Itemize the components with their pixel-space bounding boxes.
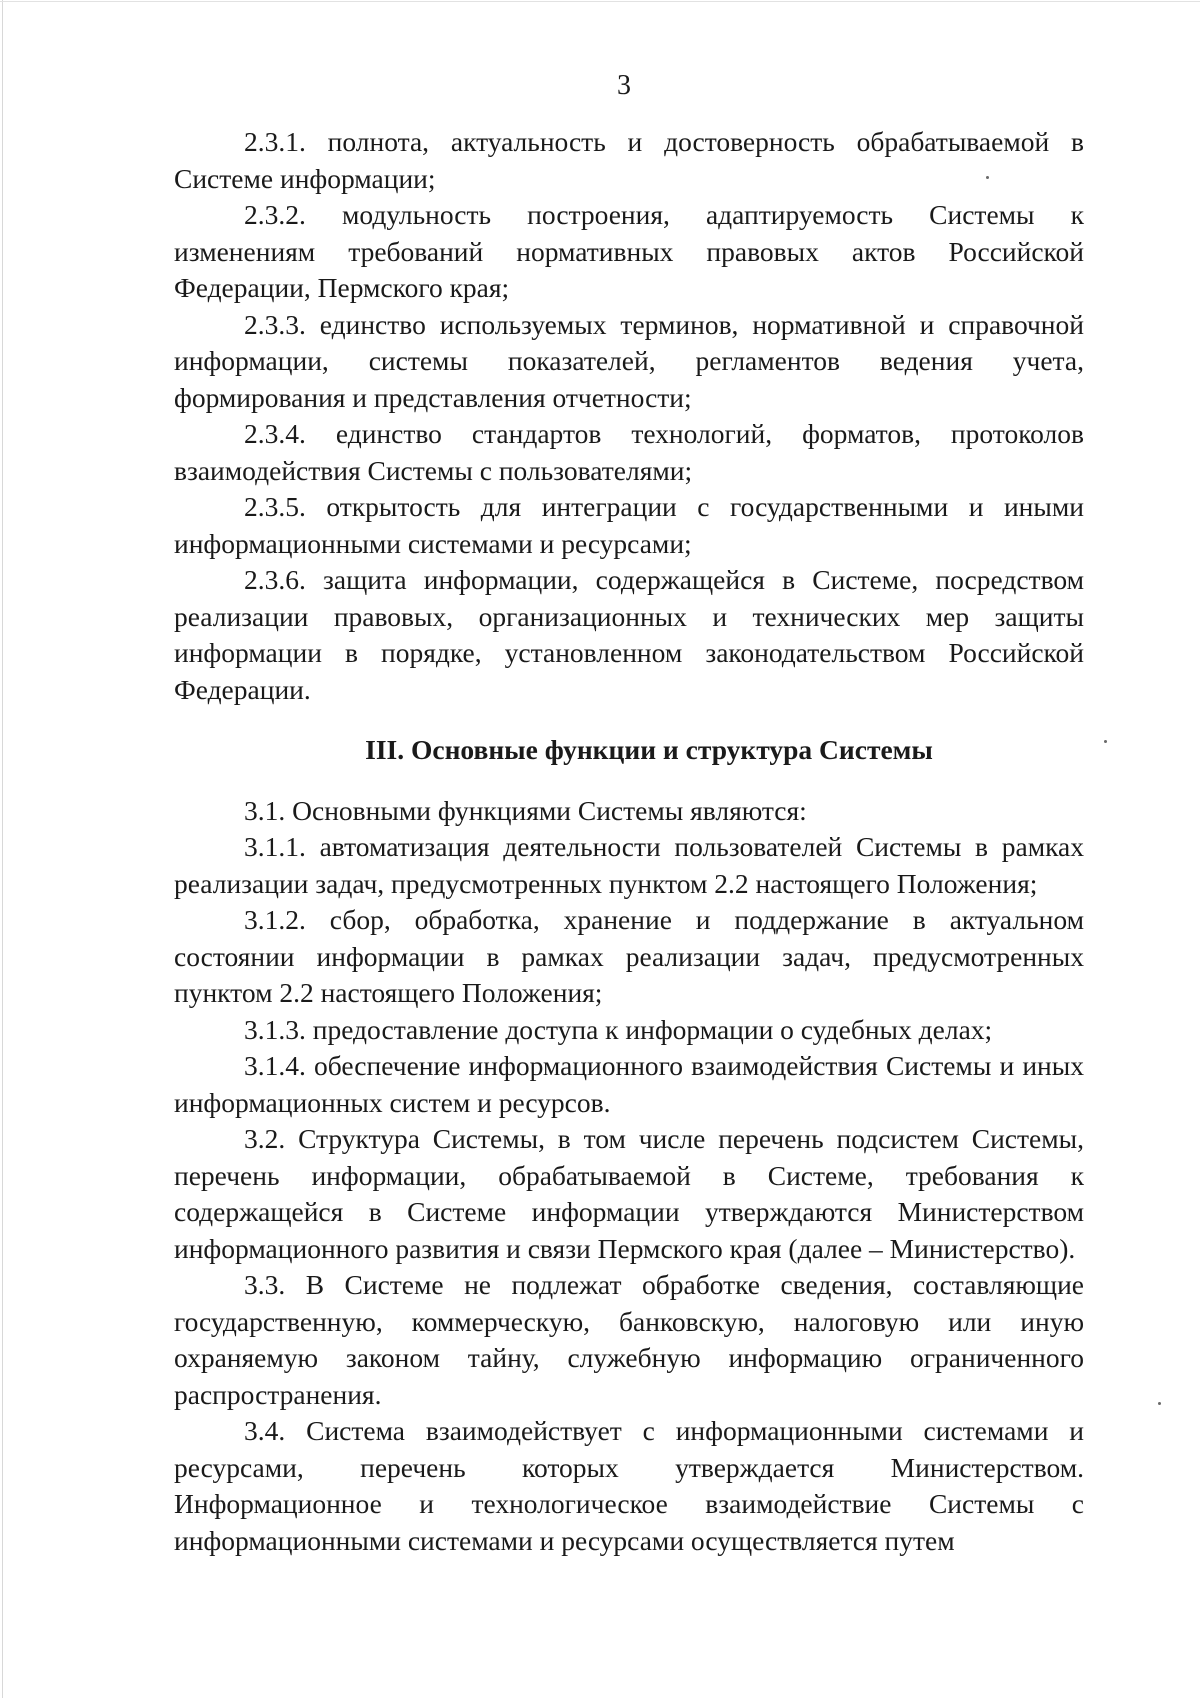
paragraph-3-1-1: 3.1.1. автоматизация деятельности пользователей Системы в рамках реализации задач, предусмотренных пунктом 2.2 настоящего Положения; bbox=[174, 831, 1084, 899]
paragraph-3-1: 3.1. Основными функциями Системы являются: bbox=[244, 794, 807, 826]
scan-edge-left bbox=[2, 0, 3, 1698]
paragraph-3-1-4: 3.1.4. обеспечение информационного взаимодействия Системы и иных информационных систем и ресурсов. bbox=[174, 1050, 1084, 1118]
paragraph-3-1-2: 3.1.2. сбор, обработка, хранение и поддержание в актуальном состоянии информации в рамках реализации задач, предусмотренных пунктом 2.2 настоящего Положения; bbox=[174, 904, 1084, 1008]
paragraph-2-3-1: 2.3.1. полнота, актуальность и достоверность обрабатываемой в Системе информации; bbox=[174, 126, 1084, 194]
paragraph-2-3-2: 2.3.2. модульность построения, адаптируемость Системы к изменениям требований нормативных правовых актов Российской Федерации, Пермского края; bbox=[174, 199, 1084, 303]
scan-speck bbox=[1104, 740, 1107, 743]
paragraph-2-3-3: 2.3.3. единство используемых терминов, нормативной и справочной информации, системы показателей, регламентов ведения учета, формирования и представления отчетности; bbox=[174, 308, 1084, 413]
paragraph-3-3: 3.3. В Системе не подлежат обработке сведения, составляющие государственную, коммерческую, банковскую, налоговую или иную охраняемую законом тайну, служебную информацию ограниченного распространения. bbox=[174, 1269, 1084, 1410]
scan-speck bbox=[986, 176, 989, 179]
paragraph-3-4: 3.4. Система взаимодействует с информационными системами и ресурсами, перечень которых утверждается Министерством. Информационное и технологическое взаимодействие Системы с информационными системами и ресурсами осуществляется путем bbox=[174, 1415, 1084, 1556]
paragraph-2-3-4: 2.3.4. единство стандартов технологий, форматов, протоколов взаимодействия Системы с пользователями; bbox=[174, 418, 1084, 486]
scan-speck bbox=[1158, 1402, 1161, 1405]
paragraph-2-3-5: 2.3.5. открытость для интеграции с государственными и иными информационными системами и ресурсами; bbox=[174, 491, 1084, 559]
paragraph-3-2: 3.2. Структура Системы, в том числе перечень подсистем Системы, перечень информации, обрабатываемой в Системе, требования к содержащейся в Системе информации утверждаются Министерством информационного развития и связи Пермского края (далее – Министерство). bbox=[174, 1123, 1084, 1264]
section-heading: III. Основные функции и структура Системы bbox=[365, 734, 933, 765]
document-body bbox=[174, 124, 1084, 1559]
scan-edge-top bbox=[0, 1, 1200, 2]
page-number: 3 bbox=[617, 70, 631, 101]
paragraph-2-3-6: 2.3.6. защита информации, содержащейся в Системе, посредством реализации правовых, организационных и технических мер защиты информации в порядке, установленном законодательством Российской Федерации. bbox=[174, 564, 1084, 705]
paragraph-3-1-3: 3.1.3. предоставление доступа к информации о судебных делах; bbox=[244, 1013, 993, 1045]
